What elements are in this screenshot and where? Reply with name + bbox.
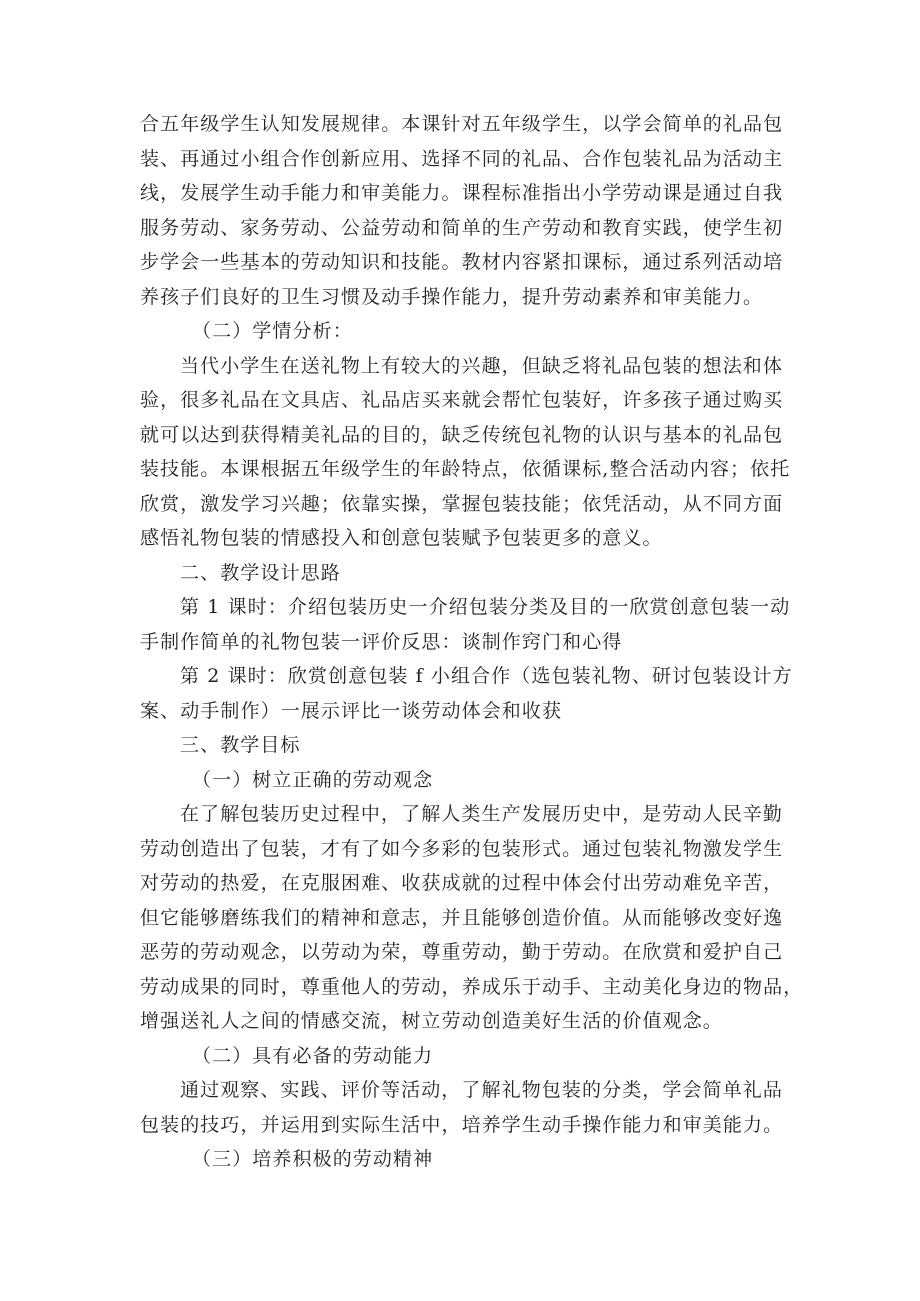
text-line: 劳动成果的同时，尊重他人的劳动，养成乐于动手、主动美化身边的物品， [140,975,804,998]
text-line: 步学会一些基本的劳动知识和技能。教材内容紧扣课标，通过系列活动培 [140,251,784,273]
text-line: 第 1 课时：介绍包装历史一介绍包装分类及目的一欣赏创意包装一动 [180,596,791,618]
text-line: 包装的技巧，并运用到实际生活中，培养学生动手操作能力和审美能力。 [140,1113,784,1136]
text-line: 三、教学目标 [180,734,301,756]
text-line: 感悟礼物包装的情感投入和创意包装赋予包装更多的意义。 [140,527,663,549]
text-line: （三）培养积极的劳动精神 [192,1148,434,1170]
text-line: 手制作简单的礼物包装一评价反思：谈制作窍门和心得 [140,630,623,653]
text-line: 在了解包装历史过程中，了解人类生产发展历史中，是劳动人民辛勤 [180,803,784,825]
text-line: （一）树立正确的劳动观念 [192,768,434,791]
text-line: 装技能。本课根据五年级学生的年龄特点，依循课标,整合活动内容；依托 [140,458,791,480]
text-line: 恶劳的劳动观念，以劳动为荣，尊重劳动，勤于劳动。在欣赏和爱护自己 [140,941,784,963]
text-line: 合五年级学生认知发展规律。本课针对五年级学生，以学会简单的礼品包 [140,113,784,135]
text-line: 服务劳动、家务劳动、公益劳动和简单的生产劳动和教育实践，使学生初 [140,216,784,239]
text-line: 当代小学生在送礼物上有较大的兴趣，但缺乏将礼品包装的想法和体 [180,354,784,377]
text-line: 案、动手制作）一展示评比一谈劳动体会和收获 [140,699,563,722]
text-line: 对劳动的热爱，在克服困难、收获成就的过程中体会付出劳动难免辛苦， [140,872,784,894]
text-line: 二、教学设计思路 [180,561,341,584]
text-line: （二）学情分析： [192,320,353,342]
text-line: 欣赏，激发学习兴趣；依靠实操，掌握包装技能；依凭活动，从不同方面 [140,492,784,515]
text-line: 验，很多礼品在文具店、礼品店买来就会帮忙包装好，许多孩子通过购买 [140,389,784,411]
text-line: （二）具有必备的劳动能力 [192,1044,434,1067]
text-line: 通过观察、实践、评价等活动，了解礼物包装的分类，学会简单礼品 [180,1079,784,1101]
text-line: 线，发展学生动手能力和审美能力。课程标准指出小学劳动课是通过自我 [140,182,784,204]
text-line: 第 2 课时：欣赏创意包装 f 小组合作（选包装礼物、研讨包装设计方 [180,665,793,687]
text-line: 就可以达到获得精美礼品的目的，缺乏传统包礼物的认识与基本的礼品包 [140,423,784,446]
text-line: 但它能够磨练我们的精神和意志，并且能够创造价值。从而能够改变好逸 [140,906,784,929]
text-line: 养孩子们良好的卫生习惯及动手操作能力，提升劳动素养和审美能力。 [140,285,764,308]
text-line: 劳动创造出了包装，才有了如今多彩的包装形式。通过包装礼物激发学生 [140,837,784,860]
document-body [140,107,804,1177]
text-line: 增强送礼人之间的情感交流，树立劳动创造美好生活的价值观念。 [140,1010,723,1032]
text-line: 装、再通过小组合作创新应用、选择不同的礼品、合作包装礼品为活动主 [140,147,784,170]
